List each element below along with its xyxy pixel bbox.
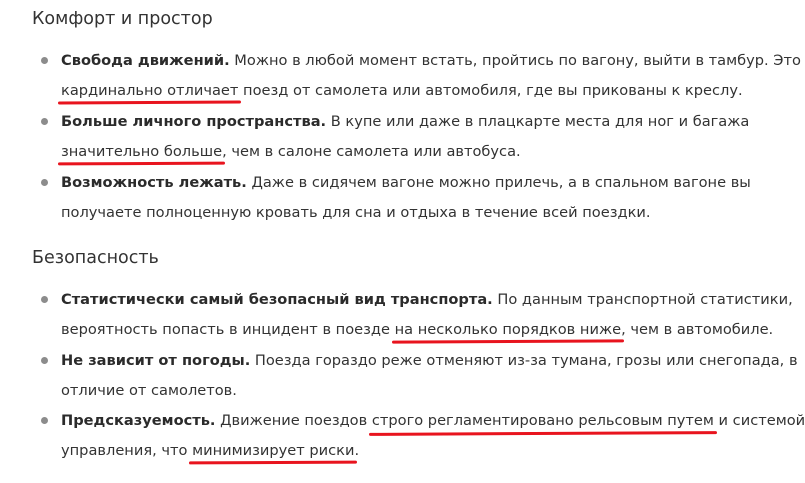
item-line-1 — [61, 107, 776, 137]
item-line-2 — [61, 137, 776, 167]
item-line-1 — [61, 46, 801, 76]
item-text: , чем в автомобиле. — [621, 320, 774, 338]
item-text: По данным транспортной статистики, — [492, 291, 793, 308]
item-text: управления, что — [61, 441, 193, 459]
highlighted-phrase: на несколько порядков ниже — [395, 315, 621, 345]
bullet-icon — [41, 179, 48, 186]
list-item — [61, 285, 793, 344]
item-line-1 — [61, 406, 805, 436]
item-text: Поезда гораздо реже отменяют из-за тумана, грозы или снегопада, в — [250, 352, 798, 369]
item-line-2 — [61, 376, 776, 406]
highlighted-phrase: минимизирует риски — [192, 436, 354, 466]
list-item — [61, 168, 776, 227]
list-item — [61, 46, 801, 105]
list-item — [61, 406, 805, 465]
item-title: Не зависит от погоды. — [61, 352, 251, 369]
item-text: Движение поездов — [215, 412, 372, 429]
bullet-icon — [41, 57, 48, 64]
item-line-2 — [61, 436, 776, 466]
item-title: Больше личного пространства. — [61, 113, 327, 130]
item-line-2 — [61, 198, 776, 228]
section-heading-comfort: Комфорт и простор — [32, 9, 213, 29]
item-text: . — [354, 441, 360, 459]
highlighted-phrase: значительно больше — [61, 137, 222, 167]
bullet-icon — [41, 357, 48, 364]
section-heading-safety: Безопасность — [32, 248, 159, 268]
item-title: Возможность лежать. — [61, 174, 247, 191]
bullet-icon — [41, 118, 48, 125]
item-text: Даже в сидячем вагоне можно прилечь, а в спальном вагоне вы — [246, 174, 751, 191]
item-line-1 — [61, 285, 793, 315]
item-text: вероятность попасть в инцидент в поезде — [61, 320, 395, 338]
item-title: Предсказуемость. — [61, 412, 216, 429]
item-line-1 — [61, 168, 776, 198]
item-text: В купе или даже в плацкарте места для ног и багажа — [326, 113, 750, 130]
item-text: , чем в салоне самолета или автобуса. — [222, 142, 521, 160]
item-text: поезд от самолета или автомобиля, где вы прикованы к креслу. — [238, 81, 743, 99]
item-line-2 — [61, 76, 776, 106]
item-line-2 — [61, 315, 776, 345]
item-title: Свобода движений. — [61, 52, 230, 69]
item-title: Статистически самый безопасный вид транспорта. — [61, 291, 493, 308]
item-text: отличие от самолетов. — [61, 381, 237, 399]
highlighted-phrase: кардинально отличает — [61, 76, 238, 106]
list-item — [61, 346, 798, 405]
highlighted-phrase: строго регламентировано рельсовым путем — [372, 406, 714, 436]
item-line-1 — [61, 346, 798, 376]
item-text: получаете полноценную кровать для сна и отдыха в течение всей поездки. — [61, 203, 651, 221]
bullet-icon — [41, 417, 48, 424]
item-text: Можно в любой момент встать, пройтись по вагону, выйти в тамбур. Это — [229, 52, 801, 69]
list-item — [61, 107, 776, 166]
item-text: и системой — [713, 412, 805, 429]
bullet-icon — [41, 296, 48, 303]
